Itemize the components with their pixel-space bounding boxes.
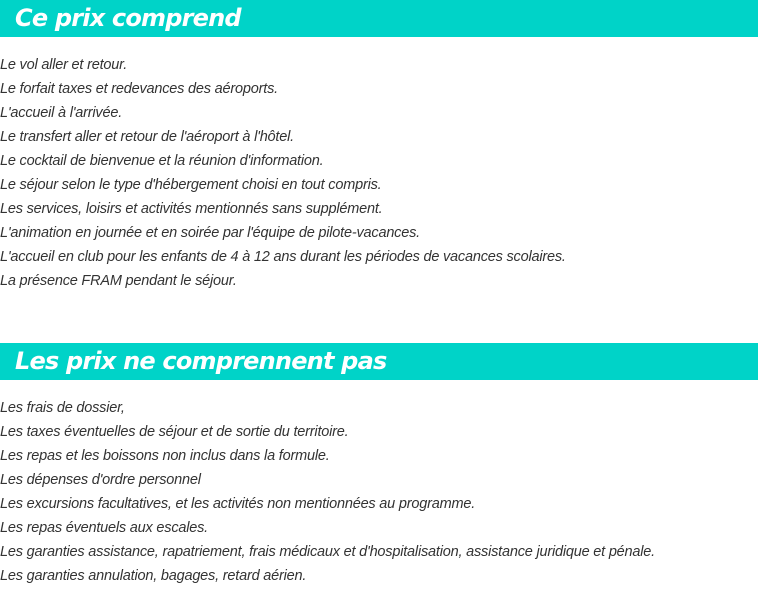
list-item: Les excursions facultatives, et les activités non mentionnées au programme. bbox=[0, 496, 476, 512]
list-item: Les garanties annulation, bagages, retard aérien. bbox=[0, 568, 307, 584]
list-item: Les dépenses d'ordre personnel bbox=[0, 472, 201, 488]
list-item: Les repas et les boissons non inclus dans la formule. bbox=[0, 448, 330, 464]
list-item: Les frais de dossier, bbox=[0, 400, 125, 416]
list-item: Les garanties assistance, rapatriement, frais médicaux et d'hospitalisation, assistance juridique et pénale. bbox=[0, 544, 655, 560]
list-item: Le transfert aller et retour de l'aéroport à l'hôtel. bbox=[0, 129, 294, 145]
included-section-title: Ce prix comprend bbox=[15, 4, 241, 32]
list-item: Les taxes éventuelles de séjour et de sortie du territoire. bbox=[0, 424, 349, 440]
excluded-section-title: Les prix ne comprennent pas bbox=[15, 347, 387, 375]
list-item: Les repas éventuels aux escales. bbox=[0, 520, 209, 536]
list-item: L'accueil en club pour les enfants de 4 à 12 ans durant les périodes de vacances scolaires. bbox=[0, 249, 566, 265]
list-item: Le forfait taxes et redevances des aéroports. bbox=[0, 81, 278, 97]
list-item: L'accueil à l'arrivée. bbox=[0, 105, 123, 121]
included-section-header bbox=[0, 0, 758, 37]
excluded-list bbox=[0, 396, 655, 588]
list-item: Le cocktail de bienvenue et la réunion d'information. bbox=[0, 153, 324, 169]
list-item: L'animation en journée et en soirée par l'équipe de pilote-vacances. bbox=[0, 225, 420, 241]
list-item: Le séjour selon le type d'hébergement choisi en tout compris. bbox=[0, 177, 382, 193]
list-item: La présence FRAM pendant le séjour. bbox=[0, 273, 237, 289]
list-item: Les services, loisirs et activités mentionnés sans supplément. bbox=[0, 201, 383, 217]
list-item: Le vol aller et retour. bbox=[0, 57, 128, 73]
included-list bbox=[0, 53, 566, 293]
excluded-section-header bbox=[0, 343, 758, 380]
